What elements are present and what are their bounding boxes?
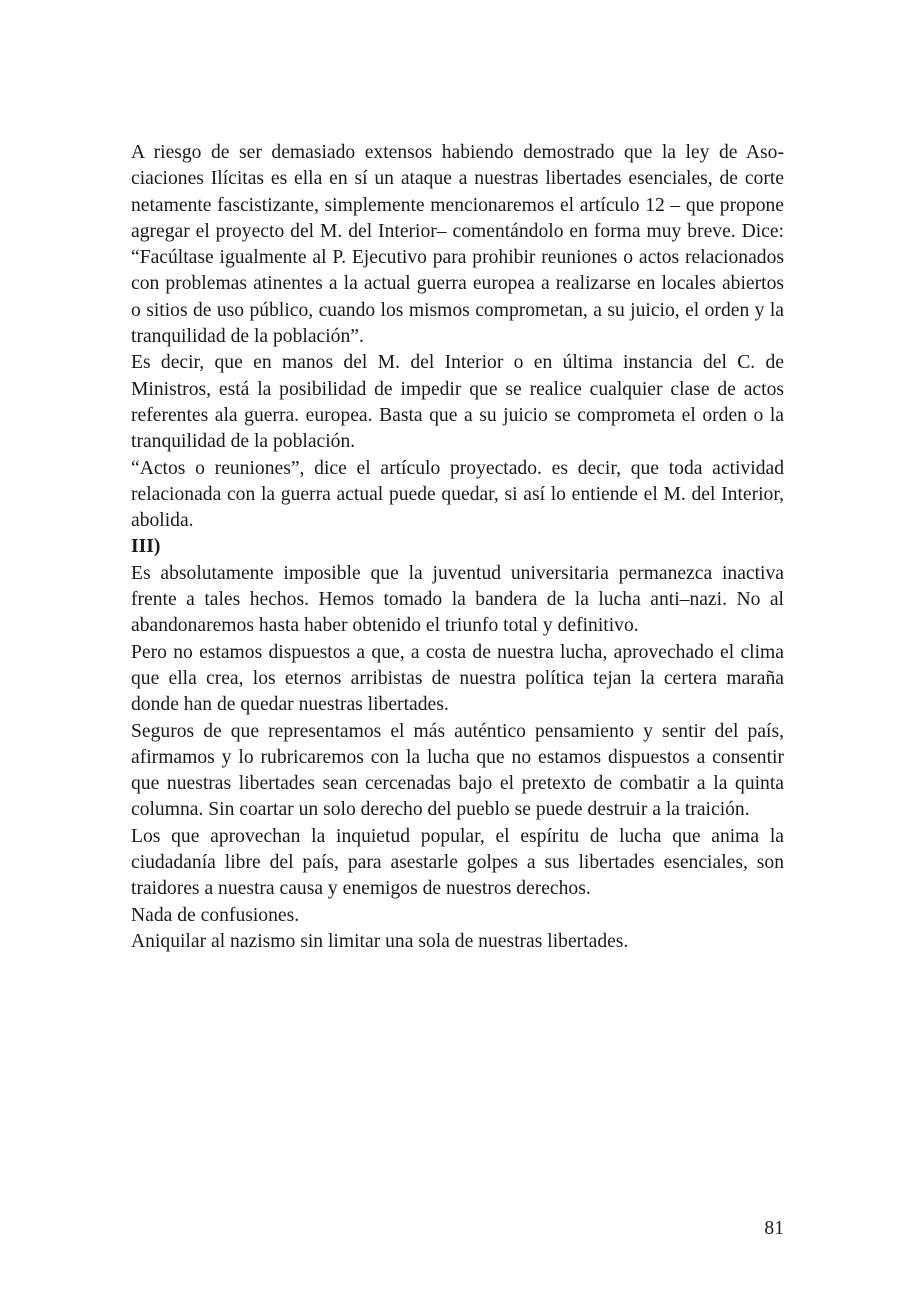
body-text [131, 140, 784, 955]
paragraph-juventud: Es absolutamente imposible que la juventud universitaria permanezca inactiva frente a tales hechos. Hemos tomado la bandera de la lucha anti–nazi. No al abandonaremos hasta haber obtenido el triunfo total y definitivo. [131, 562, 784, 637]
page-number: 81 [764, 1218, 784, 1239]
paragraph-article-12: A riesgo de ser demasiado extensos habiendo demostrado que la ley de Asociaciones Ilícitas es ella en sí un ataque a nuestras libertades esenciales, de corte netamente fascistizante, simplemente mencionaremos el artículo 12 – que propone agregar el proyecto del M. del Interior– comentándolo en forma muy breve. Dice: “Facúltase igualmente al P. Ejecutivo para prohibir reuniones o actos relacionados con problemas atinentes a la actual guerra europea a realizarse en locales abiertos o sitios de uso público, cuando los mismos comprometan, a su juicio, el orden y la tranquilidad de la población”. [131, 142, 784, 348]
paragraph-interior-ministry: Es decir, que en manos del M. del Interior o en última instancia del C. de Ministros, está la posibilidad de impedir que se realice cualquier clase de actos referentes ala guerra. europea. Basta que a su juicio se comprometa el orden o la tranquilidad de la población. [131, 352, 784, 453]
paragraph-traidores: Los que aprovechan la inquietud popular, el espíritu de lucha que anima la ciudadanía libre del país, para asestarle golpes a sus libertades esenciales, son traidores a nuestra causa y enemigos de nuestros derechos. [131, 825, 784, 900]
paragraph-arribistas: Pero no estamos dispuestos a que, a costa de nuestra lucha, aprovechado el clima que ella crea, los eternos arribistas de nuestra política tejan la certera maraña donde han de quedar nuestras libertades. [131, 641, 784, 716]
paragraph-seguros: Seguros de que representamos el más auténtico pensamiento y sentir del país, afirmamos y lo rubricaremos con la lucha que no estamos dispuestos a consentir que nuestras libertades sean cercenadas bajo el pretexto de combatir a la quinta columna. Sin coartar un solo derecho del pueblo se puede destruir a la traición. [131, 720, 784, 821]
section-heading: III) [131, 536, 161, 558]
paragraph-aniquilar: Aniquilar al nazismo sin limitar una sola de nuestras libertades. [131, 930, 629, 952]
paragraph-confusiones: Nada de confusiones. [131, 904, 300, 926]
paragraph-actos-reuniones: “Actos o reuniones”, dice el artículo proyectado. es decir, que toda actividad relacionada con la guerra actual puede quedar, si así lo entiende el M. del Interior, abolida. [131, 457, 784, 532]
